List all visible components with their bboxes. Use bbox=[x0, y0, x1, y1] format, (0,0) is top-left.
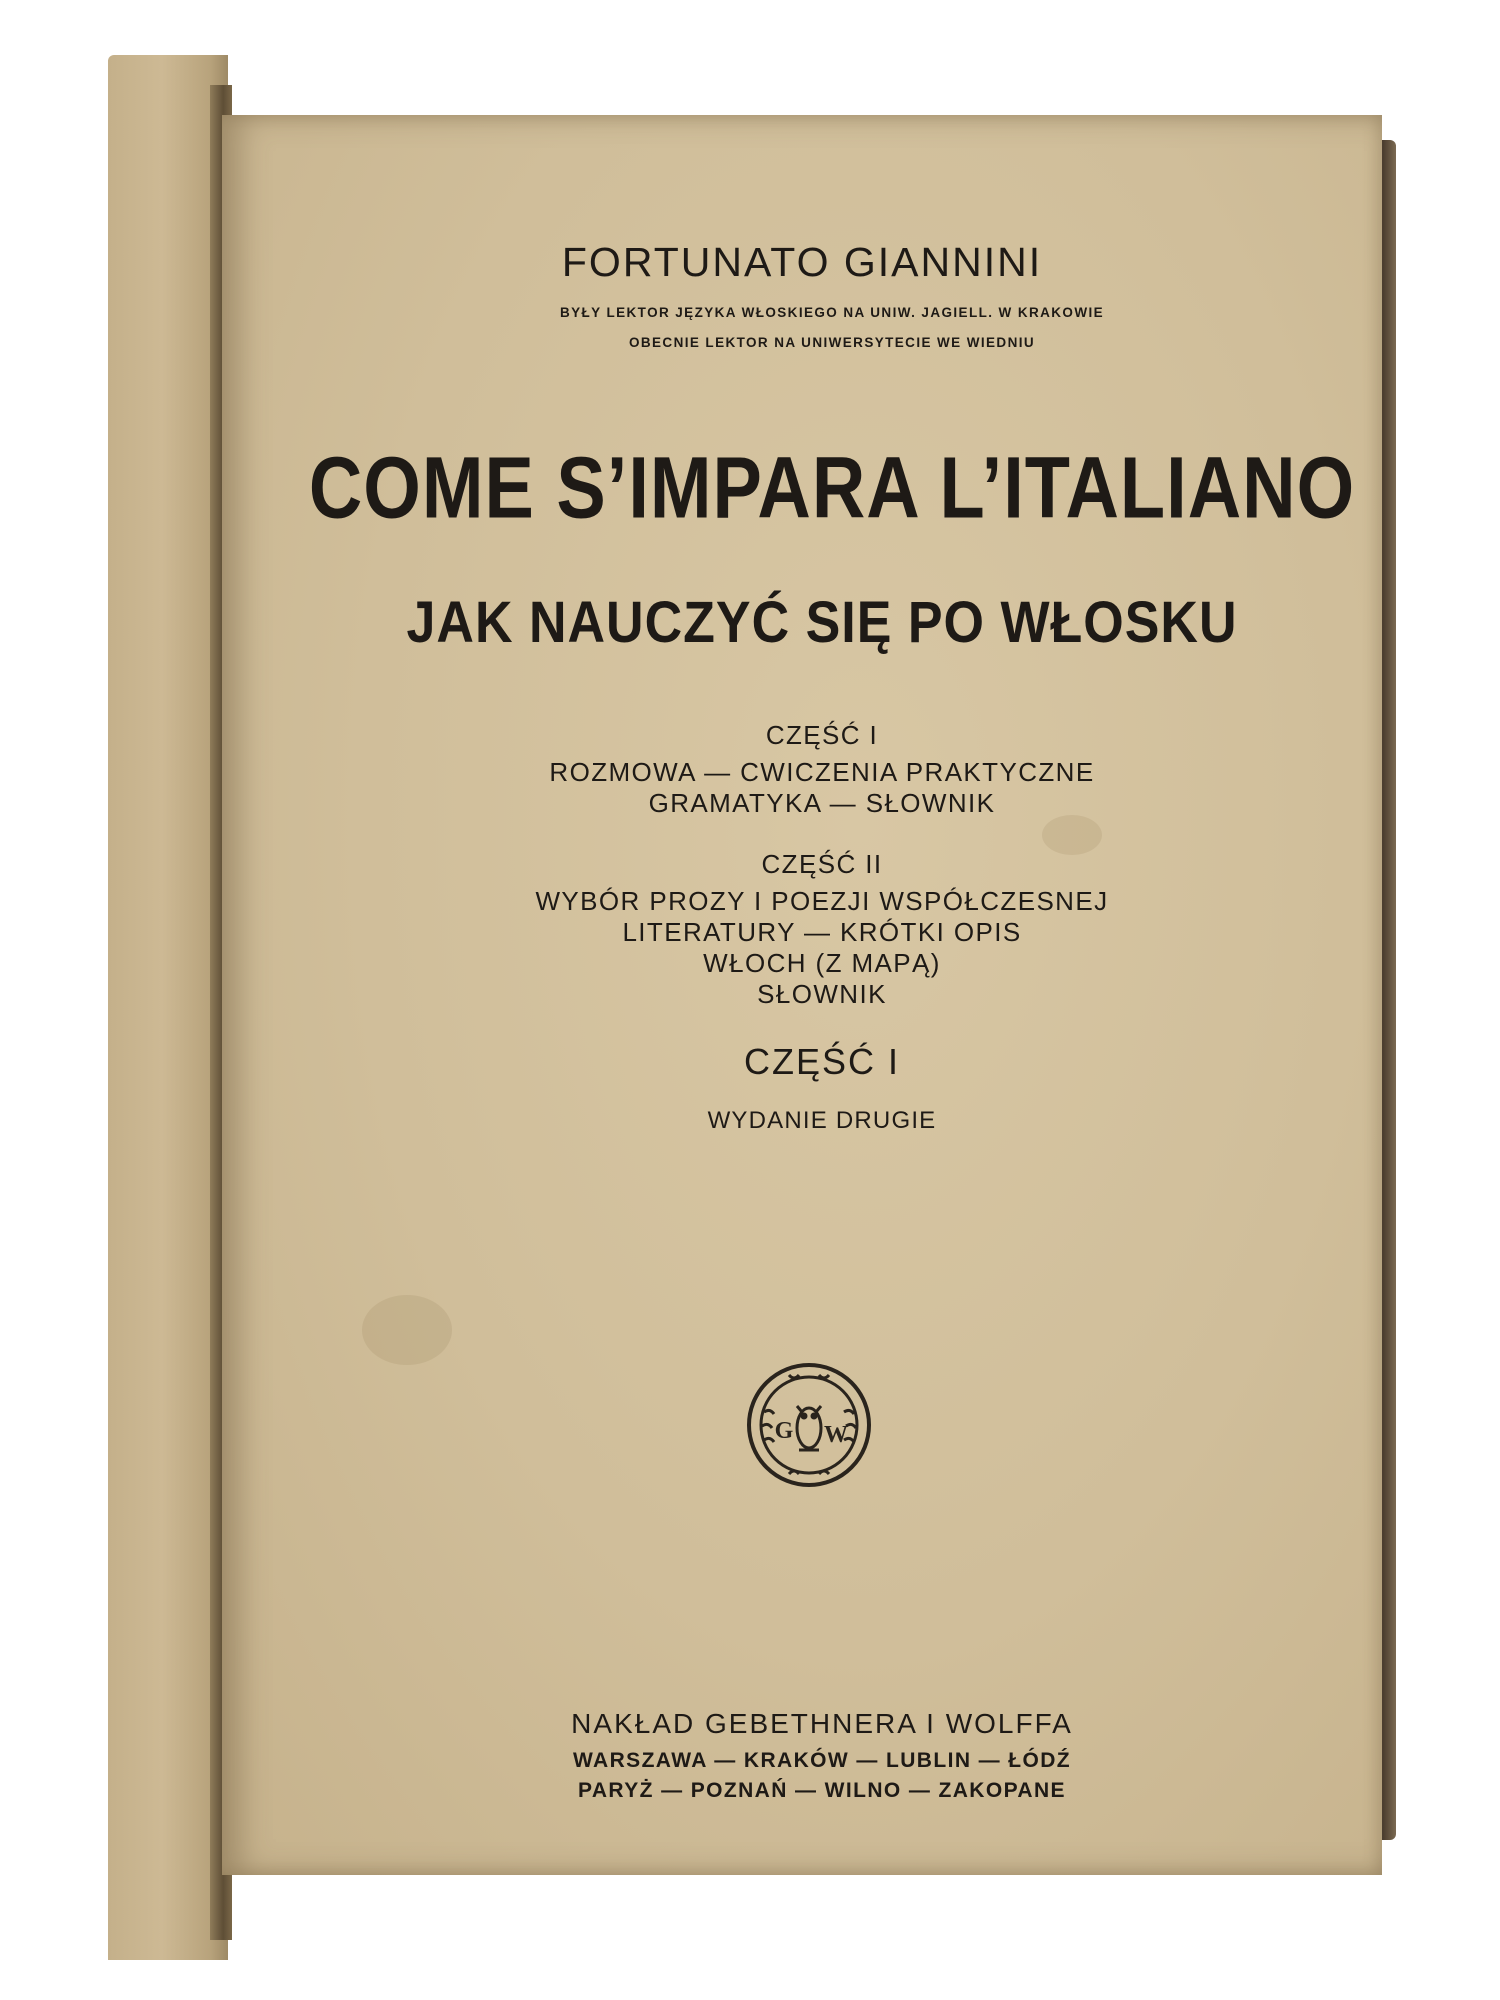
book-title: COME S’IMPARA L’ITALIANO bbox=[308, 438, 1356, 537]
part-one-heading: CZĘŚĆ I bbox=[765, 720, 879, 750]
part-two-line: LITERATURY — KRÓTKI OPIS bbox=[622, 917, 1022, 947]
part-two-heading: CZĘŚĆ II bbox=[761, 849, 883, 879]
owl-wreath-emblem-icon bbox=[744, 1360, 874, 1490]
author-affiliation-line: BYŁY LEKTOR JĘZYKA WŁOSKIEGO NA UNIW. JAGIELL. W KRAKOWIE bbox=[559, 305, 1105, 320]
part-two-line: WŁOCH (Z MAPĄ) bbox=[703, 948, 941, 978]
author-affiliation-line: OBECNIE LEKTOR NA UNIWERSYTECIE WE WIEDNIU bbox=[628, 335, 1036, 350]
part-one-line: ROZMOWA — CWICZENIA PRAKTYCZNE bbox=[549, 757, 1095, 787]
title-page bbox=[222, 115, 1382, 1875]
part-one-line: GRAMATYKA — SŁOWNIK bbox=[648, 788, 996, 818]
title-page-content bbox=[222, 115, 1382, 1875]
book-subtitle: JAK NAUCZYĆ SIĘ PO WŁOSKU bbox=[406, 590, 1238, 656]
part-two-line: WYBÓR PROZY I POEZJI WSPÓŁCZESNEJ bbox=[535, 886, 1109, 916]
publisher-cities-line: WARSZAWA — KRAKÓW — LUBLIN — ŁÓDŹ bbox=[572, 1749, 1072, 1772]
edition-label: WYDANIE DRUGIE bbox=[707, 1107, 937, 1134]
part-two-line: SŁOWNIK bbox=[757, 979, 887, 1009]
publisher-cities-line: PARYŻ — POZNAŃ — WILNO — ZAKOPANE bbox=[578, 1779, 1066, 1802]
volume-label: CZĘŚĆ I bbox=[743, 1041, 900, 1082]
publisher-name: NAKŁAD GEBETHNERA I WOLFFA bbox=[571, 1708, 1073, 1739]
emblem-letter: W bbox=[824, 1422, 848, 1448]
emblem-letter: G bbox=[774, 1418, 794, 1444]
author-name: FORTUNATO GIANNINI bbox=[561, 239, 1043, 285]
